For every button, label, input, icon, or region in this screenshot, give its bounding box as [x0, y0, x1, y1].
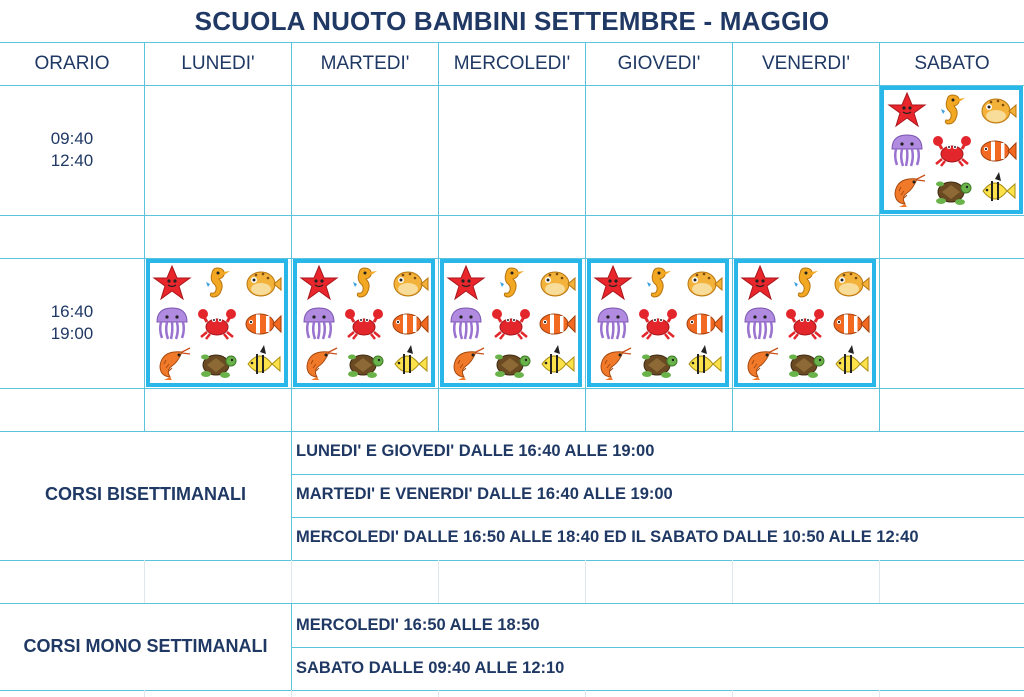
turtle-icon: [491, 344, 531, 382]
header-lunedi: LUNEDI': [181, 53, 255, 74]
grid-line: [585, 690, 586, 697]
header-mercoledi: MERCOLEDI': [453, 53, 571, 74]
grid-line: [732, 42, 733, 431]
turtle-icon: [197, 344, 237, 382]
turtle-icon: [785, 344, 825, 382]
shrimp-icon: [152, 344, 192, 382]
sabato-morning-tile: [880, 86, 1023, 214]
monosettimanali-row: MERCOLEDI' 16:50 ALLE 18:50: [296, 616, 540, 634]
pufferfish-icon: [683, 264, 723, 302]
clownfish-icon: [830, 304, 870, 342]
shrimp-icon: [299, 344, 339, 382]
starfish-icon: [299, 264, 339, 302]
crab-icon: [344, 304, 384, 342]
clownfish-icon: [389, 304, 429, 342]
grid-line: [291, 603, 292, 690]
grid-line: [291, 42, 292, 431]
grid-line: [291, 647, 1024, 648]
grid-line: [291, 431, 292, 560]
seahorse-icon: [638, 264, 678, 302]
time-start: 09:40: [50, 129, 94, 148]
jellyfish-icon: [152, 304, 192, 342]
grid-line: [144, 690, 145, 697]
time-end: 19:00: [50, 324, 94, 343]
grid-line: [291, 690, 292, 697]
monosettimanali-label: CORSI MONO SETTIMANALI: [23, 636, 268, 656]
grid-line: [0, 603, 1024, 604]
angelfish-icon: [830, 344, 870, 382]
crab-icon: [638, 304, 678, 342]
starfish-icon: [446, 264, 486, 302]
bisettimanali-row: LUNEDI' E GIOVEDI' DALLE 16:40 ALLE 19:00: [296, 442, 655, 460]
angelfish-icon: [683, 344, 723, 382]
turtle-icon: [344, 344, 384, 382]
grid-line: [291, 517, 1024, 518]
grid-line: [585, 42, 586, 431]
clownfish-icon: [242, 304, 282, 342]
time-end: 12:40: [50, 151, 94, 170]
grid-line: [144, 560, 145, 603]
shrimp-icon: [446, 344, 486, 382]
seahorse-icon: [932, 91, 972, 129]
jellyfish-icon: [887, 131, 927, 169]
bisettimanali-row: MARTEDI' E VENERDI' DALLE 16:40 ALLE 19:00: [296, 485, 673, 503]
header-giovedi: GIOVEDI': [617, 53, 701, 74]
header-venerdi: VENERDI': [761, 53, 851, 74]
grid-line: [438, 560, 439, 603]
shrimp-icon: [887, 171, 927, 209]
grid-line: [0, 388, 1024, 389]
grid-line: [291, 560, 292, 603]
header-sabato: SABATO: [914, 53, 990, 74]
clownfish-icon: [683, 304, 723, 342]
starfish-icon: [152, 264, 192, 302]
header-martedi: MARTEDI': [320, 53, 410, 74]
jellyfish-icon: [740, 304, 780, 342]
time-afternoon: [0, 301, 144, 345]
angelfish-icon: [242, 344, 282, 382]
turtle-icon: [638, 344, 678, 382]
crab-icon: [785, 304, 825, 342]
seahorse-icon: [491, 264, 531, 302]
pufferfish-icon: [977, 91, 1017, 129]
seahorse-icon: [344, 264, 384, 302]
grid-line: [732, 690, 733, 697]
lunedi-afternoon-tile: [146, 259, 288, 387]
page-title: SCUOLA NUOTO BAMBINI SETTEMBRE - MAGGIO: [194, 6, 830, 36]
venerdi-afternoon-tile: [734, 259, 876, 387]
angelfish-icon: [536, 344, 576, 382]
shrimp-icon: [593, 344, 633, 382]
turtle-icon: [932, 171, 972, 209]
grid-line: [879, 560, 880, 603]
grid-line: [438, 690, 439, 697]
grid-line: [0, 85, 1024, 86]
bisettimanali-row: MERCOLEDI' DALLE 16:50 ALLE 18:40 ED IL SABATO DALLE 10:50 ALLE 12:40: [296, 528, 919, 546]
shrimp-icon: [740, 344, 780, 382]
crab-icon: [491, 304, 531, 342]
pufferfish-icon: [536, 264, 576, 302]
jellyfish-icon: [299, 304, 339, 342]
grid-line: [438, 42, 439, 431]
martedi-afternoon-tile: [293, 259, 435, 387]
grid-line: [585, 560, 586, 603]
starfish-icon: [593, 264, 633, 302]
time-start: 16:40: [50, 302, 94, 321]
grid-line: [879, 690, 880, 697]
starfish-icon: [887, 91, 927, 129]
bisettimanali-label: CORSI BISETTIMANALI: [45, 484, 246, 504]
header-orario: ORARIO: [34, 53, 110, 74]
grid-line: [0, 560, 1024, 561]
angelfish-icon: [977, 171, 1017, 209]
seahorse-icon: [785, 264, 825, 302]
mercoledi-afternoon-tile: [440, 259, 582, 387]
grid-line: [0, 431, 1024, 432]
starfish-icon: [740, 264, 780, 302]
jellyfish-icon: [593, 304, 633, 342]
giovedi-afternoon-tile: [587, 259, 729, 387]
clownfish-icon: [536, 304, 576, 342]
grid-line: [0, 690, 1024, 691]
grid-line: [732, 560, 733, 603]
grid-line: [0, 215, 1024, 216]
pufferfish-icon: [389, 264, 429, 302]
jellyfish-icon: [446, 304, 486, 342]
clownfish-icon: [977, 131, 1017, 169]
pufferfish-icon: [242, 264, 282, 302]
pufferfish-icon: [830, 264, 870, 302]
seahorse-icon: [197, 264, 237, 302]
grid-line: [144, 42, 145, 431]
grid-line: [291, 474, 1024, 475]
crab-icon: [197, 304, 237, 342]
angelfish-icon: [389, 344, 429, 382]
time-morning: [0, 128, 144, 172]
crab-icon: [932, 131, 972, 169]
monosettimanali-row: SABATO DALLE 09:40 ALLE 12:10: [296, 659, 565, 677]
